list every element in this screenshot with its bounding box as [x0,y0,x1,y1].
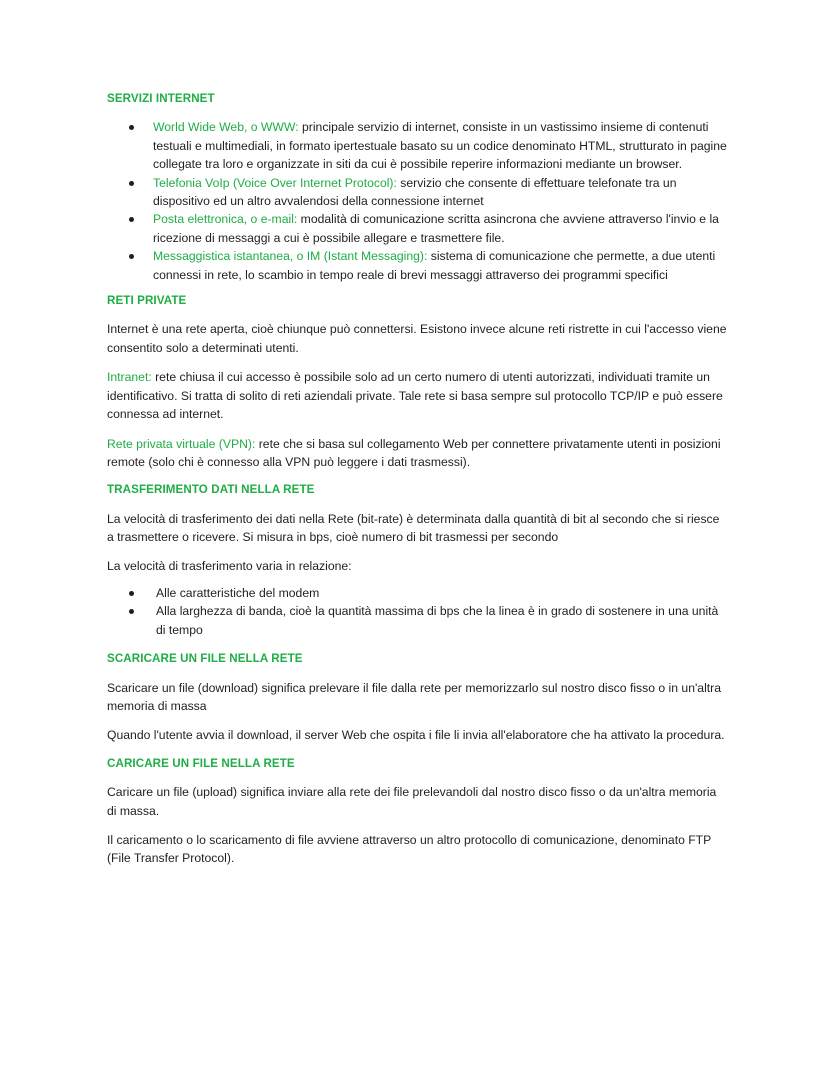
list-item [129,602,727,639]
section-heading-reti-private: RETI PRIVATE [107,294,187,308]
list-item-text: Alle caratteristiche del modem [156,585,320,600]
servizi-list [129,118,727,284]
bullet-icon [129,125,134,130]
paragraph-reti-intro: Internet è una rete aperta, cioè chiunque può connettersi. Esistono invece alcune reti ristrette in cui l'accesso viene consentito solo a determinati utenti. [107,322,727,355]
list-item [129,584,727,602]
paragraph-upload: Caricare un file (upload) significa inviare alla rete dei file prelevandoli dal nostro disco fisso o da un'altra memoria di massa. [107,785,717,818]
section-heading-scaricare: SCARICARE UN FILE NELLA RETE [107,652,303,666]
list-item [129,210,727,247]
paragraph-download-server: Quando l'utente avvia il download, il server Web che ospita i file li invia all'elaboratore che ha attivato la procedura. [107,728,725,743]
definition-text: rete chiusa il cui accesso è possibile solo ad un certo numero di utenti autorizzati, individuati tramite un identificativo. Si tratta di solito di reti aziendali private. Tale rete si basa sempre sul protocollo TCP/IP e può essere connessa ad internet. [107,370,723,422]
section-heading-servizi-internet: SERVIZI INTERNET [107,92,215,105]
document-content [107,90,727,868]
definition-text: rete che si basa sul collegamento Web per connettere privatamente utenti in posizioni remote (solo chi è connesso alla VPN può leggere i dati trasmessi). [107,436,721,469]
bullet-icon [129,254,134,259]
paragraph-velocita: La velocità di trasferimento varia in relazione: [107,558,352,573]
list-item [129,174,727,211]
definition-text: modalità di comunicazione scritta asincrona che avviene attraverso l'invio e la ricezione di messaggi a cui è possibile allegare e trasmettere file. [153,212,719,245]
bullet-icon [129,217,134,222]
definition-text: servizio che consente di effettuare telefonate tra un dispositivo ed un altro avvalendosi della connessione internet [153,175,677,209]
section-heading-caricare: CARICARE UN FILE NELLA RETE [107,756,295,770]
list-item [129,118,727,173]
section-heading-trasferimento-dati: TRASFERIMENTO DATI NELLA RETE [107,483,315,497]
bullet-icon [129,609,134,614]
term-voip: Telefonia VoIp (Voice Over Internet Protocol): [153,175,397,190]
paragraph-intranet [107,368,727,423]
paragraph-vpn [107,435,727,472]
bullet-icon [129,181,134,186]
term-vpn: Rete privata virtuale (VPN): [107,436,256,451]
term-im: Messaggistica istantanea, o IM (Istant Messaging): [153,249,428,264]
list-item [129,247,727,284]
paragraph-bit-rate: La velocità di trasferimento dei dati nella Rete (bit-rate) è determinata dalla quantità di bit al secondo che si riesce a trasmettere o ricevere. Si misura in bps, cioè numero di bit trasmessi per secondo [107,511,720,545]
term-www: World Wide Web, o WWW: [153,120,299,135]
bullet-icon [129,591,134,596]
list-item-text: Alla larghezza di banda, cioè la quantità massima di bps che la linea è in grado di sostenere in una unità di tempo [156,604,719,637]
definition-text: sistema di comunicazione che permette, a due utenti connessi in rete, lo scambio in tempo reale di brevi messaggi attraverso dei programmi specifici [153,249,716,282]
definition-text: principale servizio di internet, consiste in un vastissimo insieme di contenuti testuali e multimediali, in formato ipertestuale basato su un codice denominato HTML, strutturato in pagine collegate tra loro e organizzate in siti da cui è possibile reperire informazioni mediante un browser. [153,120,727,172]
paragraph-ftp: Il caricamento o lo scaricamento di file avviene attraverso un altro protocollo di comunicazione, denominato FTP (File Transfer Protocol). [107,833,712,866]
trasferimento-list [129,584,727,639]
term-intranet: Intranet: [107,370,152,385]
term-email: Posta elettronica, o e-mail: [153,212,298,227]
paragraph-download: Scaricare un file (download) significa prelevare il file dalla rete per memorizzarlo sul nostro disco fisso o in un'altra memoria di massa [107,680,722,713]
